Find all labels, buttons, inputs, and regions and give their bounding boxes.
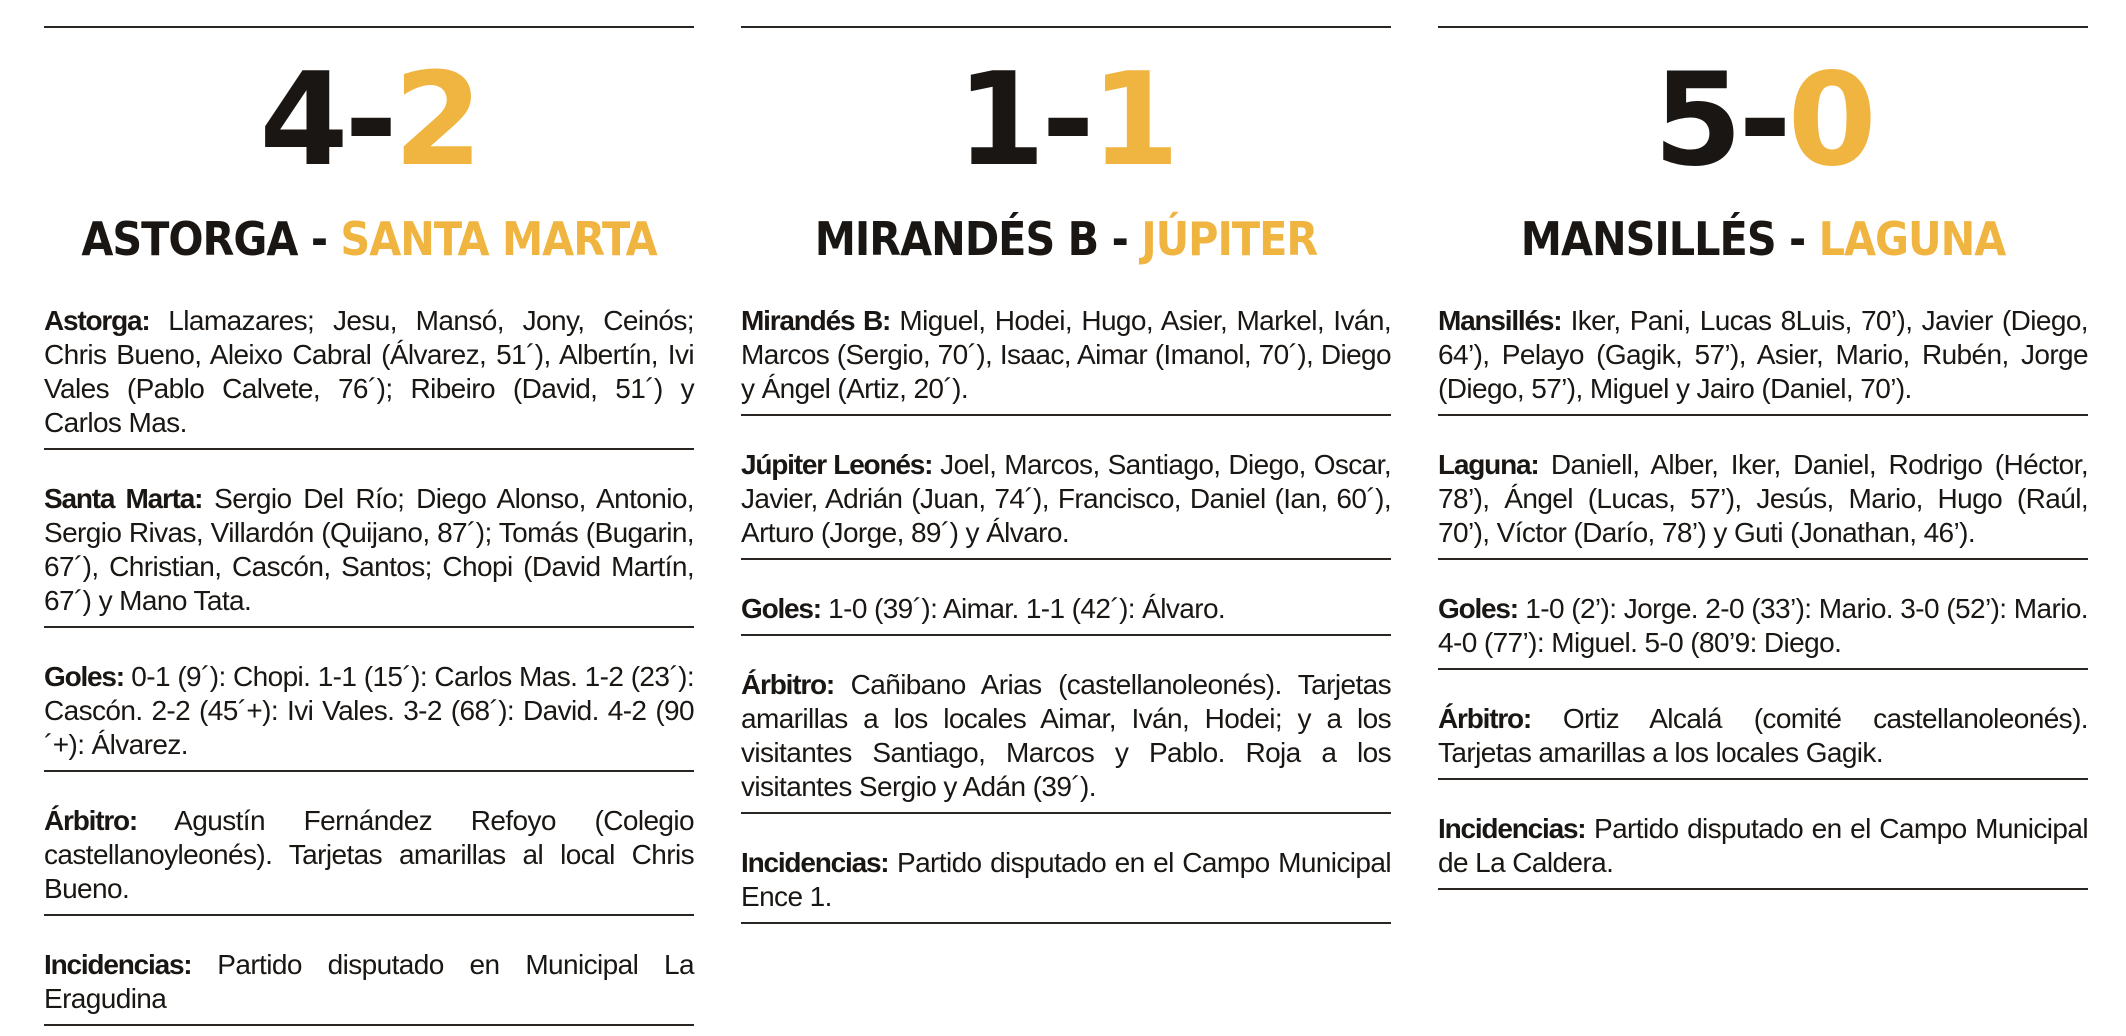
lineup-home: [1438, 300, 2088, 416]
match-card: [741, 26, 1391, 934]
referee: [741, 664, 1391, 814]
goals: [741, 588, 1391, 636]
away-score: 1: [1090, 46, 1176, 195]
block-text: Partido disputado en el Campo Municipal Ence 1.: [741, 847, 1391, 912]
lineup-home: [44, 300, 694, 450]
match-teams: [741, 206, 1391, 272]
block-label: Mirandés B:: [741, 305, 891, 336]
block-text: 1-0 (39´): Aimar. 1-1 (42´): Álvaro.: [820, 593, 1226, 624]
block-label: Astorga:: [44, 305, 150, 336]
score-dash: -: [1738, 46, 1788, 195]
score-dash: -: [1041, 46, 1091, 195]
block-text: Sergio Del Río; Diego Alonso, Antonio, Sergio Rivas, Villardón (Quijano, 87´); Tomás (Bugarin, 67´), Christian, Cascón, Santos; Chopi (David Martín, 67´) y Mano Tata.: [44, 483, 694, 616]
match-score: [44, 46, 694, 195]
match-score: [1438, 46, 2088, 195]
home-team: MIRANDÉS B: [814, 212, 1099, 266]
referee: [44, 800, 694, 916]
block-label: Mansillés:: [1438, 305, 1562, 336]
match-card: [44, 26, 694, 1036]
home-score: 4: [259, 46, 345, 195]
block-text: Agustín Fernández Refoyo (Colegio castellanoyleonés). Tarjetas amarillas al local Chris Bueno.: [44, 805, 694, 904]
block-label: Júpiter Leonés:: [741, 449, 933, 480]
block-text: Partido disputado en el Campo Municipal de La Caldera.: [1438, 813, 2088, 878]
goals: [1438, 588, 2088, 670]
score-dash: -: [344, 46, 394, 195]
teams-separator: -: [1775, 212, 1819, 266]
match-teams: [1438, 206, 2088, 272]
block-label: Incidencias:: [44, 949, 192, 980]
lineup-away: [44, 478, 694, 628]
block-label: Laguna:: [1438, 449, 1539, 480]
match-details: [741, 300, 1391, 924]
away-score: 0: [1787, 46, 1873, 195]
block-text: Daniell, Alber, Iker, Daniel, Rodrigo (Héctor, 78’), Ángel (Lucas, 57’), Jesús, Mario, Hugo (Raúl, 70’), Víctor (Darío, 78’) y Guti (Jonathan, 46’).: [1438, 449, 2088, 548]
match-card: [1438, 26, 2088, 900]
block-text: Iker, Pani, Lucas 8Luis, 70’), Javier (Diego, 64’), Pelayo (Gagik, 57’), Asier, Mario, Rubén, Jorge (Diego, 57’), Miguel y Jairo (Daniel, 70’).: [1438, 305, 2088, 404]
match-details: [44, 300, 694, 1026]
teams-separator: -: [297, 212, 341, 266]
block-text: Joel, Marcos, Santiago, Diego, Oscar, Javier, Adrián (Juan, 74´), Francisco, Daniel (Ian, 60´), Arturo (Jorge, 89´) y Álvaro.: [741, 449, 1392, 548]
block-label: Incidencias:: [1438, 813, 1586, 844]
match-score: [741, 46, 1391, 195]
goals: [44, 656, 694, 772]
block-text: Llamazares; Jesu, Mansó, Jony, Ceinós; Chris Bueno, Aleixo Cabral (Álvarez, 51´), Albertín, Ivi Vales (Pablo Calvete, 76´); Ribeiro (David, 51´) y Carlos Mas.: [44, 305, 694, 438]
referee: [1438, 698, 2088, 780]
block-label: Goles:: [1438, 593, 1518, 624]
block-label: Árbitro:: [741, 669, 835, 700]
away-score: 2: [393, 46, 479, 195]
block-label: Árbitro:: [44, 805, 138, 836]
lineup-away: [741, 444, 1391, 560]
away-team: LAGUNA: [1818, 212, 2006, 266]
block-text: Ortiz Alcalá (comité castellanoleonés). Tarjetas amarillas a los locales Gagik.: [1438, 703, 2088, 768]
block-text: Miguel, Hodei, Hugo, Asier, Markel, Iván, Marcos (Sergio, 70´), Isaac, Aimar (Imanol, 70´), Diego y Ángel (Artiz, 20´).: [741, 305, 1391, 404]
block-text: 1-0 (2’): Jorge. 2-0 (33’): Mario. 3-0 (52’): Mario. 4-0 (77’): Miguel. 5-0 (80’9: Diego.: [1438, 593, 2088, 658]
block-text: Partido disputado en Municipal La Eragudina: [44, 949, 694, 1014]
away-team: JÚPITER: [1141, 212, 1318, 266]
lineup-away: [1438, 444, 2088, 560]
block-label: Santa Marta:: [44, 483, 203, 514]
block-text: Cañibano Arias (castellanoleonés). Tarjetas amarillas a los locales Aimar, Iván, Hodei; y a los visitantes Santiago, Marcos y Pablo. Roja a los visitantes Sergio y Adán (39´).: [741, 669, 1391, 802]
home-score: 5: [1653, 46, 1739, 195]
block-label: Goles:: [741, 593, 821, 624]
incidents: [44, 944, 694, 1026]
match-details: [1438, 300, 2088, 890]
home-team: ASTORGA: [81, 212, 298, 266]
block-text: 0-1 (9´): Chopi. 1-1 (15´): Carlos Mas. 1-2 (23´): Cascón. 2-2 (45´+): Ivi Vales. 3-2 (68´): David. 4-2 (90´+): Álvarez.: [44, 661, 694, 760]
block-label: Goles:: [44, 661, 124, 692]
teams-separator: -: [1098, 212, 1142, 266]
incidents: [1438, 808, 2088, 890]
away-team: SANTA MARTA: [340, 212, 657, 266]
home-score: 1: [956, 46, 1042, 195]
block-label: Árbitro:: [1438, 703, 1532, 734]
lineup-home: [741, 300, 1391, 416]
home-team: MANSILLÉS: [1520, 212, 1776, 266]
block-label: Incidencias:: [741, 847, 889, 878]
match-teams: [44, 206, 694, 272]
